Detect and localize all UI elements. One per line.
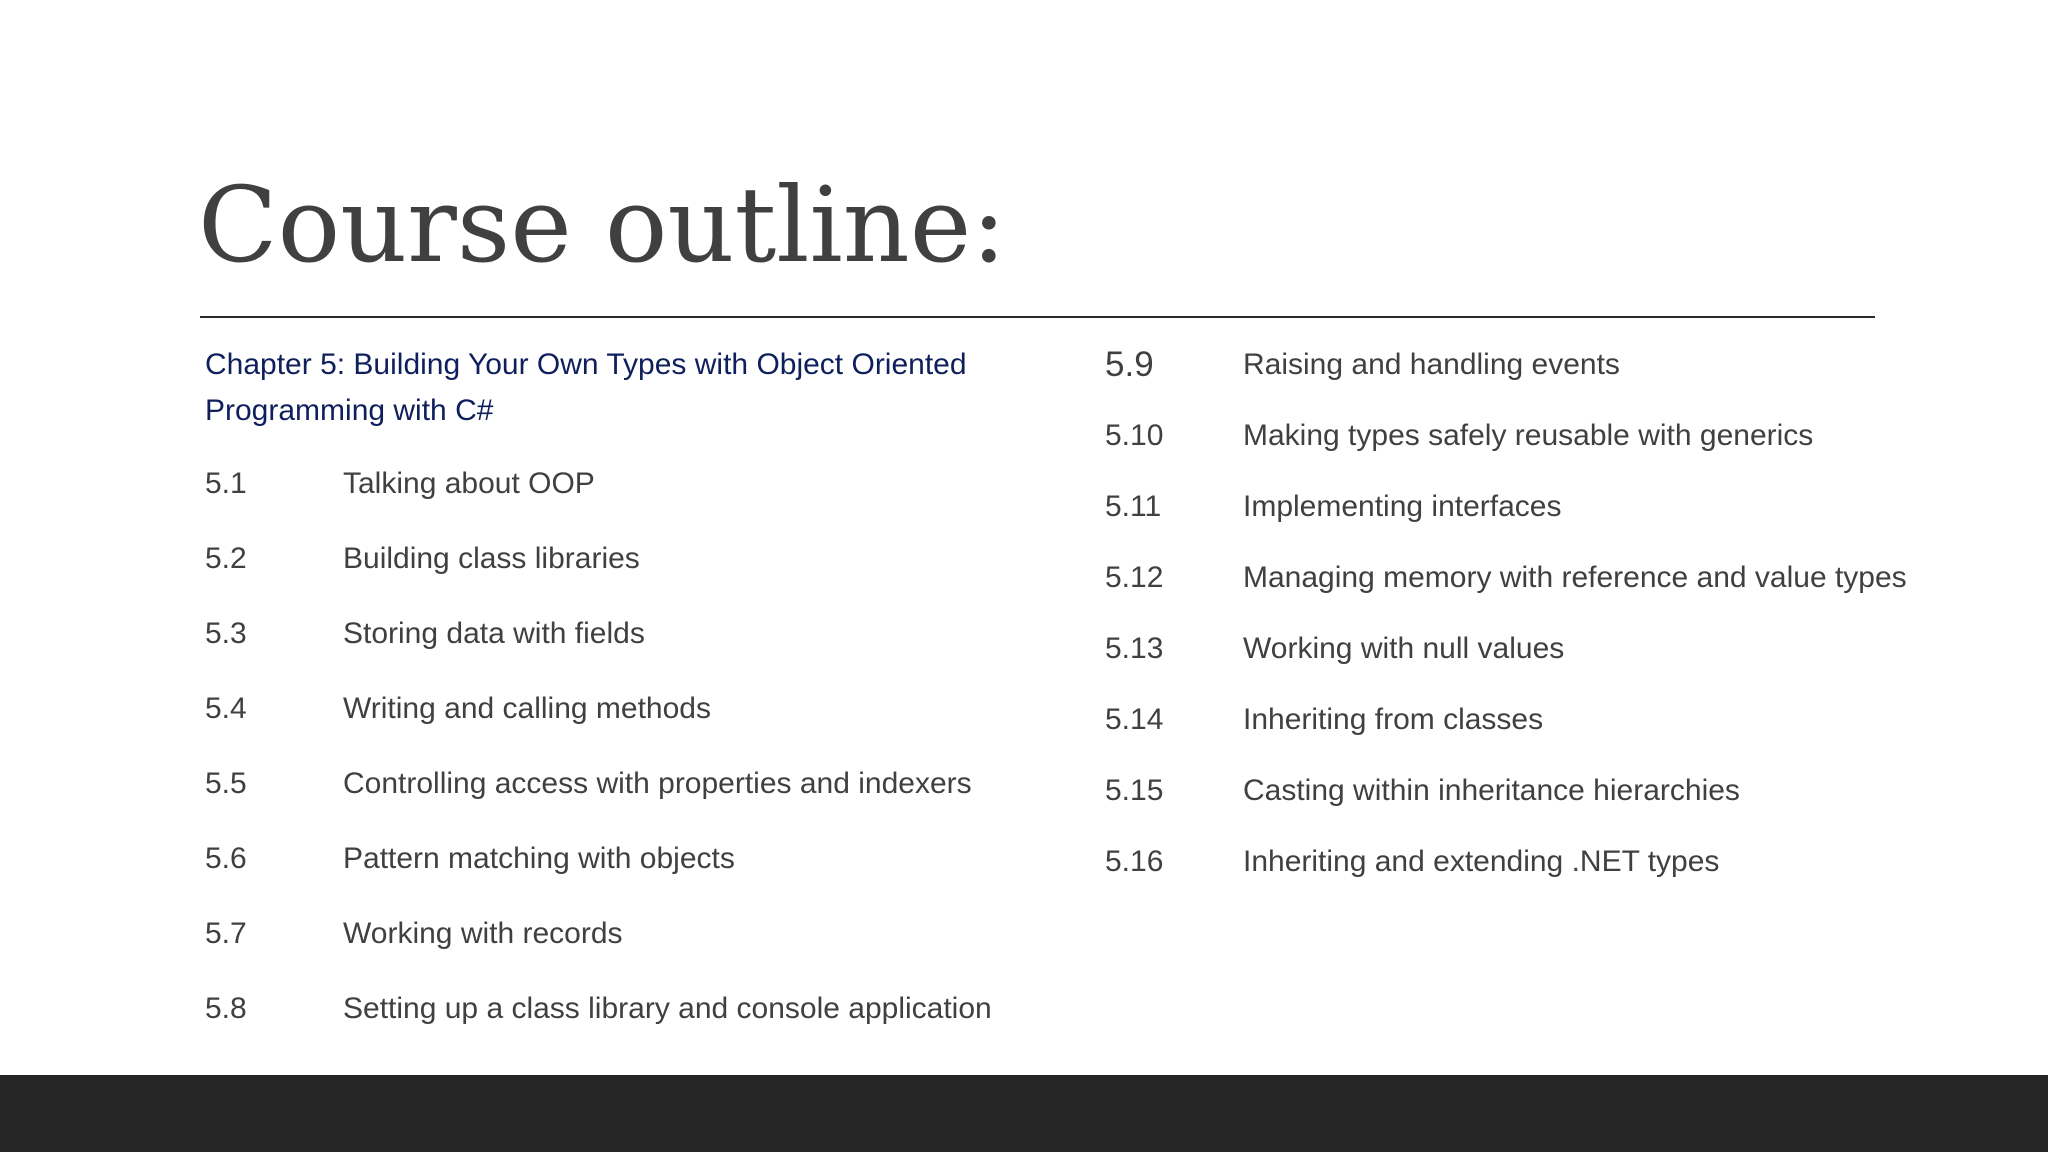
item-label: Making types safely reusable with generics xyxy=(1243,419,1814,452)
item-number: 5.2 xyxy=(205,542,247,575)
item-number: 5.13 xyxy=(1105,632,1164,665)
item-label: Inheriting and extending .NET types xyxy=(1243,845,1720,878)
item-label: Implementing interfaces xyxy=(1243,490,1562,523)
footer-bar xyxy=(0,1075,2048,1152)
item-number: 5.3 xyxy=(205,617,247,650)
item-number: 5.7 xyxy=(205,917,247,950)
item-number: 5.6 xyxy=(205,842,247,875)
item-number: 5.12 xyxy=(1105,561,1164,594)
item-number: 5.14 xyxy=(1105,703,1164,736)
item-label: Pattern matching with objects xyxy=(343,842,735,875)
item-number: 5.8 xyxy=(205,992,247,1025)
chapter-heading-line-1: Chapter 5: Building Your Own Types with Object Oriented xyxy=(205,348,967,381)
item-number: 5.1 xyxy=(205,467,247,500)
item-label: Talking about OOP xyxy=(343,467,595,500)
item-label: Writing and calling methods xyxy=(343,692,711,725)
page-title: Course outline: xyxy=(198,164,1007,286)
item-label: Working with null values xyxy=(1243,632,1565,665)
item-label: Inheriting from classes xyxy=(1243,703,1544,736)
item-label: Storing data with fields xyxy=(343,617,645,650)
item-number: 5.4 xyxy=(205,692,247,725)
item-number: 5.9 xyxy=(1105,345,1154,384)
item-label: Building class libraries xyxy=(343,542,640,575)
item-number: 5.16 xyxy=(1105,845,1164,878)
item-label: Controlling access with properties and indexers xyxy=(343,767,972,800)
item-number: 5.11 xyxy=(1105,490,1162,523)
item-label: Setting up a class library and console application xyxy=(343,992,992,1025)
chapter-heading-line-2: Programming with C# xyxy=(205,394,494,427)
item-number: 5.10 xyxy=(1105,419,1164,452)
chapter-heading xyxy=(205,342,1035,434)
item-number: 5.15 xyxy=(1105,774,1164,807)
item-number: 5.5 xyxy=(205,767,247,800)
item-label: Raising and handling events xyxy=(1243,348,1620,381)
title-divider xyxy=(200,316,1875,318)
item-label: Working with records xyxy=(343,917,623,950)
item-label: Managing memory with reference and value types xyxy=(1243,561,1907,594)
item-label: Casting within inheritance hierarchies xyxy=(1243,774,1740,807)
